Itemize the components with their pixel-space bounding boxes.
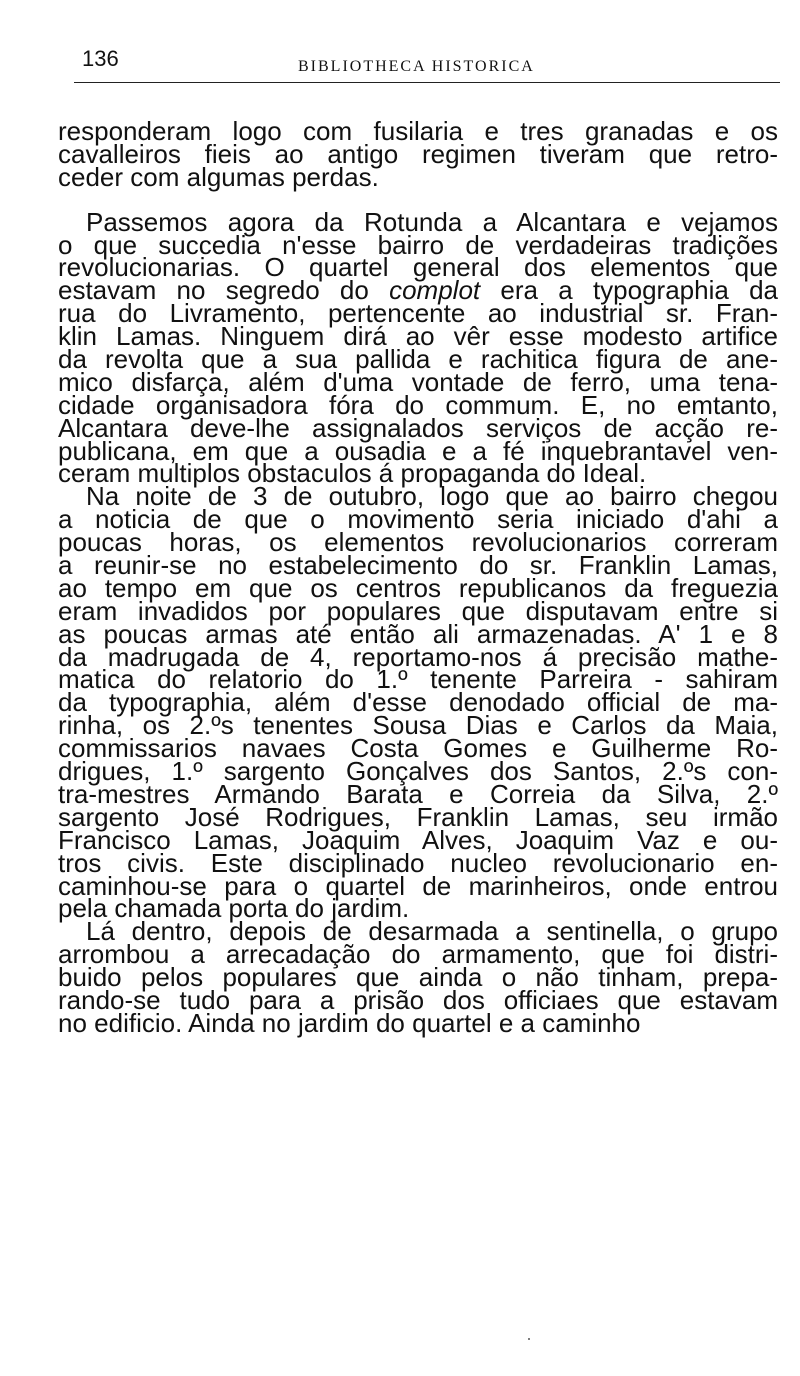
text-line: estavam no segredo do complot era a typographia da [58, 275, 778, 306]
text-line: as poucas armas até então ali armazenadas. A' 1 e 8 [58, 618, 778, 649]
paragraph [58, 916, 778, 1038]
text-line: tros civis. Este disciplinado nucleo revolucionario en- [58, 847, 778, 878]
text-line: Lá dentro, depois de desarmada a sentinella, o grupo [86, 916, 778, 947]
text-line: publicana, em que a ousadia e a fé inquebrantavel ven- [58, 435, 778, 466]
text-line: no edificio. Ainda no jardim do quartel e a caminho [58, 1007, 641, 1038]
text-line: sargento José Rodrigues, Franklin Lamas, seu irmão [58, 801, 778, 832]
text-line: mico disfarça, além d'uma vontade de ferro, uma tena- [58, 366, 778, 397]
text-line: a noticia de que o movimento seria iniciado d'ahi a [58, 504, 778, 535]
text-line: Francisco Lamas, Joaquim Alves, Joaquim Vaz e ou- [58, 824, 778, 855]
page-header [0, 40, 800, 100]
text-line: rando-se tudo para a prisão dos officiaes que estavam [58, 984, 778, 1015]
text-line: drigues, 1.º sargento Gonçalves dos Santos, 2.ºs con- [58, 756, 778, 787]
text-line: da madrugada de 4, reportamo-nos á precisão mathe- [58, 641, 778, 672]
text-line: cidade organisadora fóra do commum. E, no emtanto, [58, 389, 778, 420]
text-line: rua do Livramento, pertencente ao industrial sr. Fran- [58, 298, 778, 329]
text-line: matica do relatorio do 1.º tenente Parreira - sahiram [58, 664, 778, 695]
text-line: a reunir-se no estabelecimento do sr. Franklin Lamas, [58, 550, 778, 581]
text-line: Na noite de 3 de outubro, logo que ao bairro chegou [86, 481, 778, 512]
text-line: rinha, os 2.ºs tenentes Sousa Dias e Carlos da Maia, [58, 710, 778, 741]
header-rule [74, 82, 780, 83]
text-line: Passemos agora da Rotunda a Alcantara e vejamos [86, 206, 778, 237]
text-line: revolucionarias. O quartel general dos elementos que [58, 252, 778, 283]
body-text [58, 116, 778, 1038]
text-line: buido pelos populares que ainda o não tinham, prepa- [58, 962, 778, 993]
text-line: commissarios navaes Costa Gomes e Guilherme Ro- [58, 733, 778, 764]
text-line: tra-mestres Armando Barata e Correia da Silva, 2.º [58, 778, 778, 809]
text-line: da typographia, além d'esse denodado official de ma- [58, 687, 778, 718]
text-line: pela chamada porta do jardim. [58, 893, 410, 924]
text-line: cavalleiros fieis ao antigo regimen tiveram que retro- [58, 138, 778, 169]
text-line: klin Lamas. Ninguem dirá ao vêr esse modesto artifice [58, 321, 778, 352]
paragraph [58, 481, 778, 924]
paragraph [58, 206, 778, 489]
text-line: o que succedia n'esse bairro de verdadeiras tradições [58, 229, 778, 260]
text-line: eram invadidos por populares que disputavam entre si [58, 595, 778, 626]
page-number: 136 [82, 46, 119, 71]
text-line: poucas horas, os elementos revolucionarios correram [58, 527, 778, 558]
text-line: ao tempo em que os centros republicanos da freguezia [58, 572, 778, 603]
text-line: Alcantara deve-lhe assignalados serviços de acção re- [58, 412, 778, 443]
running-title: BIBLIOTHECA HISTORICA [298, 58, 535, 75]
text-line: ceram multiplos obstaculos á propaganda do Ideal. [58, 458, 647, 489]
text-line: caminhou-se para o quartel de marinheiros, onde entrou [58, 870, 778, 901]
text-line: arrombou a arrecadação do armamento, que foi distri- [58, 939, 778, 970]
text-line: responderam logo com fusilaria e tres granadas e os [58, 116, 778, 146]
text-line: da revolta que a sua pallida e rachitica figura de ane- [58, 344, 778, 375]
italic-term: complot [389, 275, 481, 306]
paragraph [58, 116, 778, 192]
print-speck [528, 1338, 530, 1340]
text-line: ceder com algumas perdas. [58, 161, 379, 192]
